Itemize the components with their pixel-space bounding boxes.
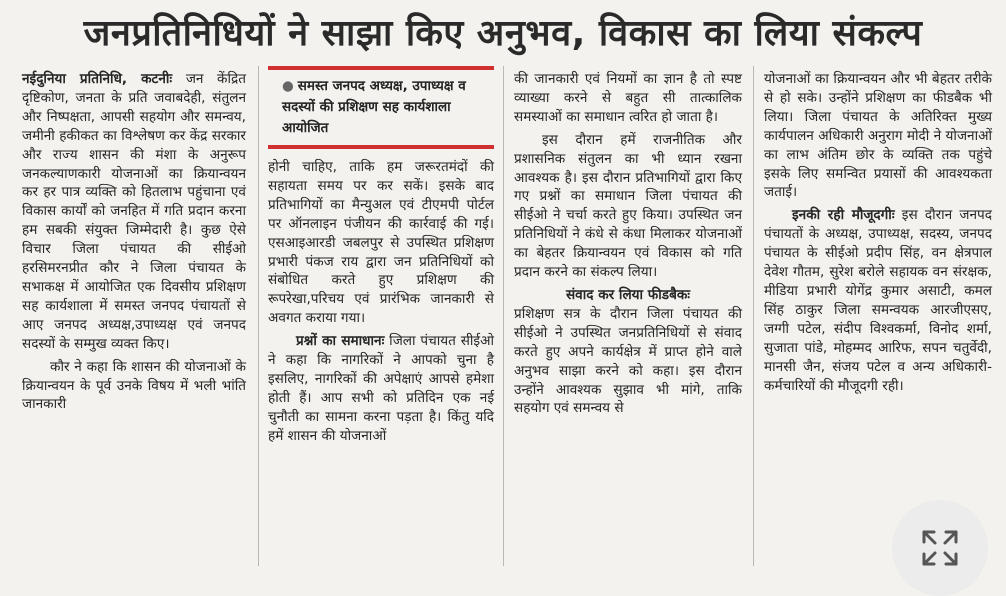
subheading: इनकी रही मौजूदगीः — [792, 207, 895, 224]
column-divider — [258, 66, 259, 566]
paragraph-text: जिला पंचायत सीईओ ने कहा कि नागरिकों ने आपको चुना है इसलिए, नागरिकों की अपेक्षाएं आपसे हमेशा होती हैं। आप सभी को प्रतिदिन एक नई चुनौती का सामना करना पड़ता है। किंतु यदि हमें शासन की योजनाओं — [268, 333, 494, 444]
article-column-4 — [764, 70, 992, 395]
paragraph-text: जन केंद्रित दृष्टिकोण, जनता के प्रति जवाबदेही, संतुलन और निष्पक्षता, आपसी सहयोग और समन्वय, जमीनी हकीकत का विश्लेषण कर केंद्र सरकार और राज्य शासन की मंशा के अनुरूप जनकल्याणकारी योजनाओं का क्रियान्वयन कर हर पात्र व्यक्ति को हितलाभ पहुंचाना एवं विकास कार्यों को जनहित में गति प्रदान करना हम सबकी संयुक्त जिम्मेदारी है। कुछ ऐसे विचार जिला पंचायत की सीईओ हरसिमरनप्रीत कौर ने जिला पंचायत के सभाकक्ष में आयोजित एक दिवसीय प्रशिक्षण सह कार्यशाला में समस्त जनपद पंचायतों से आए जनपद अध्यक्ष,उपाध्यक्ष एवं जनपद सदस्यों के सम्मुख व्यक्त किए। — [22, 71, 246, 352]
article-column-1 — [22, 70, 246, 414]
highlight-box — [268, 66, 494, 149]
highlight-text — [268, 70, 494, 145]
subheading: प्रश्नों का समाधानः — [296, 333, 385, 350]
paragraph: कौर ने कहा कि शासन की योजनाओं के क्रियान्वयन के पूर्व उनके विषय में भली भांति जानकारी — [22, 358, 246, 413]
expand-button[interactable] — [892, 500, 988, 596]
bullet-icon: ● — [282, 78, 294, 94]
highlight-label: समस्त जनपद अध्यक्ष, उपाध्यक्ष व सदस्यों की प्रशिक्षण सह कार्यशाला आयोजित — [282, 78, 466, 136]
paragraph — [764, 206, 992, 395]
article-column-3 — [514, 70, 742, 418]
paragraph: योजनाओं का क्रियान्वयन और भी बेहतर तरीके से हो सके। उन्होंने प्रशिक्षण का फीडबैक भी लिया। जिला पंचायत के अतिरिक्त मुख्य कार्यपालन अधिकारी अनुराग मोदी ने योजनाओं का लाभ अंतिम छोर के व्यक्ति तक पहुंचे इसके लिए समन्वित प्रयासों की आवश्यकता जताई। — [764, 71, 992, 201]
paragraph — [22, 70, 246, 354]
column-divider — [753, 66, 754, 566]
expand-arrows-icon — [918, 526, 962, 570]
paragraph — [268, 332, 494, 445]
article-column-2 — [268, 158, 494, 446]
headline: जनप्रतिनिधियों ने साझा किए अनुभव, विकास का लिया संकल्प — [83, 12, 923, 54]
highlight-bottom-rule — [268, 145, 494, 149]
paragraph: होनी चाहिए, ताकि हम जरूरतमंदों की सहायता समय पर कर सकें। इसके बाद प्रतिभागियों का मैन्युअल एवं टीएमपी पोर्टल पर ऑनलाइन पंजीयन की कार्रवाई की गई। एसआइआरडी जबलपुर से उपस्थित प्रशिक्षण प्रभारी पंकज राय द्वारा जन प्रतिनिधियों को संबोधित करते हुए प्रशिक्षण की रूपरेखा,परिचय एवं प्रारंभिक जानकारी से अवगत कराया गया। — [268, 159, 494, 327]
dateline: नईदुनिया प्रतिनिधि, कटनीः — [22, 71, 173, 87]
paragraph-text: इस दौरान जनपद पंचायतों के अध्यक्ष, उपाध्यक्ष, सदस्य, जनपद पंचायत के सीईओ प्रदीप सिंह, वन क्षेत्रपाल देवेश गौतम, सुरेश बरोले सहायक वन संरक्षक, मीडिया प्रभारी योगेंद्र कुमार असाटी, कमल सिंह ठाकुर जिला समन्वयक आरजीएसए, जग्गी पटेल, संदीप विश्वकर्मा, विनोद शर्मा, सुजाता पांडे, मोहम्मद आरिफ, सपन चतुर्वेदी, मानसी जैन, संजय पटेल व अन्य अधिकारी-कर्मचारियों की मौजूदगी रही। — [764, 207, 992, 394]
column-divider — [503, 66, 504, 566]
paragraph: इस दौरान हमें राजनीतिक और प्रशासनिक संतुलन का भी ध्यान रखना आवश्यक है। इस दौरान प्रतिभागियों द्वारा किए गए प्रश्नों का समाधान जिला पंचायत की सीईओ ने चर्चा करते हुए किया। उपस्थित जन प्रतिनिधियों ने कंधे से कंधा मिलाकर योजनाओं का बेहतर क्रियान्वयन एवं विकास को गति प्रदान करने का संकल्प लिया। — [514, 131, 742, 281]
subheading: संवाद कर लिया फीडबैकः — [565, 286, 691, 303]
paragraph: की जानकारी एवं नियमों का ज्ञान है तो स्पष्ट व्याख्या करने से बहुत सी तात्कालिक समस्याओं का समाधान त्वरित हो जाता है। — [514, 71, 742, 125]
paragraph: प्रशिक्षण सत्र के दौरान जिला पंचायत की सीईओ ने उपस्थित जनप्रतिनिधियों से संवाद करते हुए अपने कार्यक्षेत्र में प्राप्त होने वाले अनुभव साझा करने को कहा। इस दौरान उन्होंने आवश्यक सुझाव भी मांगे, ताकि सहयोग एवं समन्वय से — [514, 305, 742, 417]
